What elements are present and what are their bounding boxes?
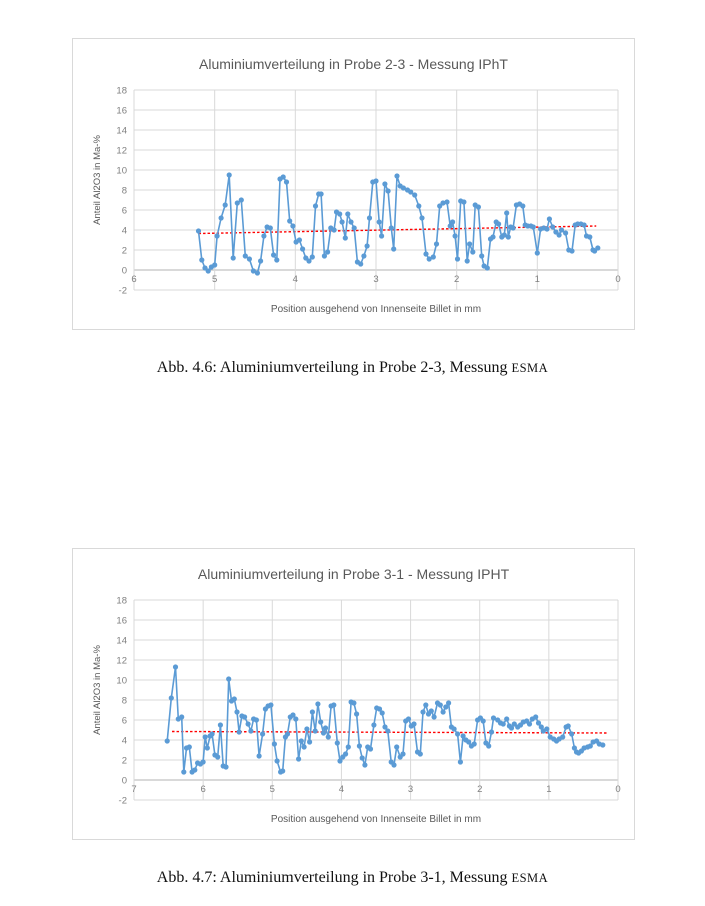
data-point-marker (365, 243, 370, 248)
data-point-marker (218, 722, 223, 727)
data-point-marker (467, 241, 472, 246)
y-tick-label: -2 (118, 795, 127, 807)
data-point-marker (569, 248, 574, 253)
data-point-marker (332, 227, 337, 232)
x-tick-label: 7 (131, 784, 137, 795)
data-point-marker (452, 726, 457, 731)
data-point-marker (582, 222, 587, 227)
data-point-marker (343, 235, 348, 240)
data-point-marker (315, 701, 320, 706)
data-point-marker (319, 191, 324, 196)
data-point-marker (275, 758, 280, 763)
data-point-marker (479, 253, 484, 258)
x-tick-label: 3 (373, 274, 379, 285)
data-point-marker (496, 221, 501, 226)
figure-chart-probe-2-3 (72, 38, 635, 330)
y-tick-label: 18 (116, 85, 127, 97)
data-point-marker (179, 714, 184, 719)
data-point-marker (455, 731, 460, 736)
data-point-marker (368, 746, 373, 751)
figure-caption-4-7 (0, 869, 705, 887)
x-tick-label: 0 (615, 274, 621, 285)
data-point-marker (485, 265, 490, 270)
data-point-marker (455, 256, 460, 261)
data-point-marker (486, 743, 491, 748)
data-point-marker (470, 249, 475, 254)
caption-text: Abb. 4.6: Aluminiumverteilung in Probe 2-3, Messung (156, 359, 512, 376)
y-tick-label: 6 (121, 205, 127, 217)
data-point-marker (313, 728, 318, 733)
data-point-marker (446, 700, 451, 705)
data-point-marker (566, 723, 571, 728)
y-tick-label: 8 (121, 185, 127, 197)
gridlines (134, 600, 621, 800)
data-point-marker (419, 215, 424, 220)
data-point-marker (418, 751, 423, 756)
data-point-marker (380, 710, 385, 715)
data-point-marker (271, 252, 276, 257)
data-point-marker (247, 256, 252, 261)
data-point-marker (272, 741, 277, 746)
data-point-marker (412, 192, 417, 197)
data-point-marker (535, 250, 540, 255)
data-point-marker (351, 700, 356, 705)
data-point-marker (284, 179, 289, 184)
x-tick-label: 1 (534, 274, 540, 285)
x-tick-label: 2 (477, 784, 483, 795)
data-point-marker (431, 254, 436, 259)
data-point-marker (444, 199, 449, 204)
data-point-marker (557, 232, 562, 237)
data-point-marker (231, 255, 236, 260)
data-point-marker (461, 199, 466, 204)
y-tick-label: 8 (121, 695, 127, 707)
data-point-marker (325, 249, 330, 254)
data-point-marker (239, 197, 244, 202)
x-tick-label: 6 (131, 274, 137, 285)
figure-caption-4-6 (0, 359, 705, 377)
x-tick-label: 2 (454, 274, 460, 285)
data-point-marker (434, 241, 439, 246)
data-point-marker (394, 744, 399, 749)
y-axis-tick-labels (116, 86, 127, 297)
data-point-marker (544, 226, 549, 231)
chart-title: Aluminiumverteilung in Probe 2-3 - Messung IPhT (199, 56, 508, 72)
y-tick-label: 12 (116, 145, 127, 157)
data-point-marker (310, 254, 315, 259)
x-tick-label: 5 (269, 784, 275, 795)
data-point-marker (173, 664, 178, 669)
data-point-marker (268, 225, 273, 230)
data-point-marker (587, 234, 592, 239)
data-point-marker (411, 721, 416, 726)
data-point-marker (377, 219, 382, 224)
data-point-marker (257, 753, 262, 758)
data-point-marker (472, 741, 477, 746)
x-tick-label: 5 (212, 274, 218, 285)
data-point-marker (504, 210, 509, 215)
data-point-marker (361, 253, 366, 258)
x-tick-label: 6 (200, 784, 206, 795)
y-axis-title: Anteil Al2O3 in Ma-% (92, 135, 103, 225)
data-point-marker (450, 219, 455, 224)
y-tick-label: 16 (116, 615, 127, 627)
y-tick-label: 18 (116, 595, 127, 607)
data-point-marker (280, 768, 285, 773)
caption-smallcaps: ESMA (511, 871, 549, 885)
data-point-marker (520, 203, 525, 208)
data-point-marker (201, 759, 206, 764)
data-point-marker (274, 257, 279, 262)
data-point-marker (385, 728, 390, 733)
data-point-marker (285, 731, 290, 736)
data-point-marker (432, 714, 437, 719)
data-point-marker (379, 233, 384, 238)
data-point-marker (192, 767, 197, 772)
data-point-marker (386, 188, 391, 193)
y-tick-label: 4 (121, 225, 127, 237)
data-point-marker (227, 172, 232, 177)
data-point-marker (335, 740, 340, 745)
chart-title: Aluminiumverteilung in Probe 3-1 - Messung IPHT (197, 566, 510, 582)
data-point-marker (563, 230, 568, 235)
data-point-marker (169, 695, 174, 700)
data-point-marker (237, 729, 242, 734)
data-point-marker (373, 178, 378, 183)
data-point-marker (306, 258, 311, 263)
data-point-marker (362, 762, 367, 767)
data-point-marker (416, 203, 421, 208)
data-point-marker (260, 731, 265, 736)
data-point-marker (196, 228, 201, 233)
data-point-marker (187, 744, 192, 749)
data-point-marker (343, 751, 348, 756)
data-point-marker (560, 734, 565, 739)
data-point-marker (345, 211, 350, 216)
data-point-marker (595, 245, 600, 250)
data-point-marker (358, 261, 363, 266)
data-point-marker (304, 726, 309, 731)
y-tick-label: 2 (121, 755, 127, 767)
data-point-marker (340, 219, 345, 224)
data-point-marker (300, 246, 305, 251)
data-point-marker (310, 709, 315, 714)
data-point-marker (371, 722, 376, 727)
x-axis-title: Position ausgehend von Innenseite Billet in mm (270, 304, 482, 315)
data-point-marker (210, 731, 215, 736)
data-point-marker (544, 726, 549, 731)
x-axis-tick-labels (131, 784, 620, 795)
y-tick-label: 10 (116, 675, 127, 687)
data-point-marker (394, 173, 399, 178)
data-point-marker (287, 218, 292, 223)
data-point-marker (246, 721, 251, 726)
data-point-marker (299, 738, 304, 743)
y-tick-label: 10 (116, 165, 127, 177)
y-tick-label: 2 (121, 245, 127, 257)
data-point-marker (281, 174, 286, 179)
data-point-marker (458, 759, 463, 764)
data-point-marker (420, 709, 425, 714)
data-point-marker (506, 234, 511, 239)
data-point-marker (481, 718, 486, 723)
data-point-marker (441, 709, 446, 714)
data-point-marker (215, 754, 220, 759)
data-point-marker (219, 215, 224, 220)
data-point-marker (550, 224, 555, 229)
data-point-marker (354, 711, 359, 716)
data-point-marker (181, 769, 186, 774)
data-point-marker (318, 719, 323, 724)
data-series (196, 172, 601, 275)
data-point-marker (261, 233, 266, 238)
x-tick-label: 4 (338, 784, 345, 795)
chart-canvas-probe-3-1 (73, 549, 634, 839)
data-point-marker (527, 721, 532, 726)
data-point-marker (357, 743, 362, 748)
data-point-marker (313, 203, 318, 208)
data-point-marker (391, 762, 396, 767)
figure-chart-probe-3-1 (72, 548, 635, 840)
data-point-marker (307, 739, 312, 744)
y-tick-label: 4 (121, 735, 127, 747)
data-point-marker (391, 246, 396, 251)
data-point-marker (360, 755, 365, 760)
y-tick-label: -2 (118, 285, 127, 297)
data-point-marker (490, 234, 495, 239)
data-point-marker (423, 702, 428, 707)
data-point-marker (489, 729, 494, 734)
data-point-marker (511, 225, 516, 230)
data-point-marker (389, 225, 394, 230)
y-tick-label: 0 (121, 775, 127, 787)
data-point-marker (199, 257, 204, 262)
data-point-marker (255, 270, 260, 275)
data-point-marker (323, 725, 328, 730)
data-point-marker (226, 676, 231, 681)
x-tick-label: 4 (292, 274, 298, 285)
data-point-marker (326, 734, 331, 739)
data-point-marker (223, 764, 228, 769)
data-point-marker (258, 258, 263, 263)
data-point-marker (232, 696, 237, 701)
data-point-marker (296, 756, 301, 761)
x-tick-label: 1 (546, 784, 552, 795)
data-point-marker (205, 745, 210, 750)
data-point-marker (234, 709, 239, 714)
data-point-marker (569, 731, 574, 736)
data-point-marker (352, 225, 357, 230)
data-point-marker (223, 202, 228, 207)
data-point-marker (438, 702, 443, 707)
data-point-marker (293, 716, 298, 721)
data-point-marker (504, 716, 509, 721)
y-tick-label: 14 (116, 125, 127, 137)
x-tick-label: 3 (407, 784, 414, 795)
data-point-marker (346, 744, 351, 749)
x-axis-tick-labels (131, 274, 620, 285)
data-point-marker (268, 702, 273, 707)
y-tick-label: 0 (121, 265, 127, 277)
x-axis-title: Position ausgehend von Innenseite Billet in mm (270, 814, 482, 825)
data-point-marker (337, 211, 342, 216)
data-point-marker (203, 734, 208, 739)
data-point-marker (242, 714, 247, 719)
data-point-marker (165, 738, 170, 743)
data-point-marker (600, 742, 605, 747)
y-tick-label: 12 (116, 655, 127, 667)
data-point-marker (321, 730, 326, 735)
data-point-marker (465, 258, 470, 263)
x-tick-label: 0 (615, 784, 621, 795)
data-point-marker (547, 216, 552, 221)
y-axis-tick-labels (116, 596, 127, 807)
data-point-marker (533, 714, 538, 719)
caption-smallcaps: ESMA (511, 361, 549, 375)
data-point-marker (290, 223, 295, 228)
data-point-marker (453, 233, 458, 238)
data-point-marker (476, 204, 481, 209)
chart-canvas-probe-2-3 (73, 39, 634, 329)
data-point-marker (302, 744, 307, 749)
y-tick-label: 16 (116, 105, 127, 117)
data-point-marker (331, 702, 336, 707)
data-point-marker (423, 251, 428, 256)
data-point-marker (531, 224, 536, 229)
data-point-marker (400, 751, 405, 756)
data-point-marker (248, 728, 253, 733)
caption-text: Abb. 4.7: Aluminiumverteilung in Probe 3-1, Messung (156, 869, 512, 886)
data-point-marker (215, 233, 220, 238)
y-axis-title: Anteil Al2O3 in Ma-% (92, 645, 103, 735)
data-point-marker (501, 721, 506, 726)
data-point-marker (382, 181, 387, 186)
data-point-marker (429, 708, 434, 713)
data-point-marker (348, 219, 353, 224)
data-point-marker (254, 717, 259, 722)
y-tick-label: 14 (116, 635, 127, 647)
y-tick-label: 6 (121, 715, 127, 727)
data-point-marker (406, 716, 411, 721)
data-point-marker (297, 237, 302, 242)
data-point-marker (212, 262, 217, 267)
data-point-marker (367, 215, 372, 220)
